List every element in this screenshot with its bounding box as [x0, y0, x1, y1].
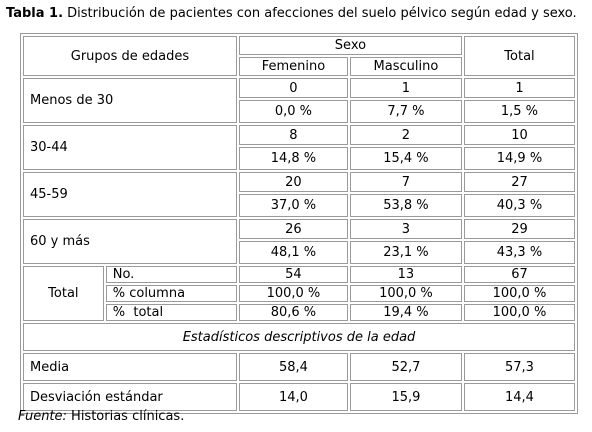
- total-percent: 14,9 %: [464, 147, 575, 170]
- stat-label: Media: [23, 353, 237, 381]
- total-row: [23, 304, 575, 321]
- total-count: 1: [464, 78, 575, 98]
- total-row: [23, 285, 575, 302]
- source-label: Fuente:: [18, 409, 67, 424]
- male-percent: 23,1 %: [350, 241, 462, 264]
- male-count: 7: [350, 172, 462, 192]
- male-value: 19,4 %: [350, 304, 462, 321]
- source-note: [18, 408, 184, 426]
- total-row: [23, 266, 575, 283]
- male-percent: 7,7 %: [350, 100, 462, 123]
- total-percent: 1,5 %: [464, 100, 575, 123]
- male-header: Masculino: [350, 57, 462, 76]
- male-count: 3: [350, 219, 462, 239]
- female-percent: 0,0 %: [239, 100, 348, 123]
- header-row: [23, 36, 575, 55]
- female-value: 54: [239, 266, 348, 283]
- table-row: [23, 353, 575, 381]
- age-group-label: 45-59: [23, 172, 237, 217]
- total-value: 100,0 %: [464, 285, 575, 302]
- female-count: 20: [239, 172, 348, 192]
- male-percent: 53,8 %: [350, 194, 462, 217]
- table-row: [23, 383, 575, 411]
- age-group-label: 60 y más: [23, 219, 237, 264]
- male-count: 2: [350, 125, 462, 145]
- female-percent: 48,1 %: [239, 241, 348, 264]
- male-value: 100,0 %: [350, 285, 462, 302]
- total-value: 67: [464, 266, 575, 283]
- female-value: 80,6 %: [239, 304, 348, 321]
- total-count: 29: [464, 219, 575, 239]
- female-count: 8: [239, 125, 348, 145]
- male-stat: 15,9: [350, 383, 462, 411]
- caption-label: Tabla 1.: [6, 6, 64, 21]
- female-count: 0: [239, 78, 348, 98]
- descriptive-header-row: [23, 323, 575, 351]
- total-stat: 57,3: [464, 353, 575, 381]
- total-sublabel: % columna: [106, 285, 237, 302]
- caption-text: Distribución de pacientes con afecciones del suelo pélvico según edad y sexo.: [67, 6, 577, 21]
- female-count: 26: [239, 219, 348, 239]
- table-row: [23, 125, 575, 145]
- female-stat: 14,0: [239, 383, 348, 411]
- table-row: [23, 219, 575, 239]
- male-value: 13: [350, 266, 462, 283]
- table-row: [23, 78, 575, 98]
- female-percent: 37,0 %: [239, 194, 348, 217]
- female-stat: 58,4: [239, 353, 348, 381]
- female-header: Femenino: [239, 57, 348, 76]
- male-percent: 15,4 %: [350, 147, 462, 170]
- female-value: 100,0 %: [239, 285, 348, 302]
- total-count: 27: [464, 172, 575, 192]
- male-stat: 52,7: [350, 353, 462, 381]
- total-count: 10: [464, 125, 575, 145]
- age-group-label: Menos de 30: [23, 78, 237, 123]
- male-count: 1: [350, 78, 462, 98]
- source-text: Historias clínicas.: [71, 409, 185, 424]
- total-stat: 14,4: [464, 383, 575, 411]
- age-groups-header: Grupos de edades: [23, 36, 237, 76]
- sex-header: Sexo: [239, 36, 462, 55]
- total-label: Total: [23, 266, 104, 321]
- descriptive-title: Estadísticos descriptivos de la edad: [23, 323, 575, 351]
- total-sublabel: % total: [106, 304, 237, 321]
- table-row: [23, 172, 575, 192]
- stat-label: Desviación estándar: [23, 383, 237, 411]
- distribution-table: [20, 33, 578, 414]
- female-percent: 14,8 %: [239, 147, 348, 170]
- total-value: 100,0 %: [464, 304, 575, 321]
- age-group-label: 30-44: [23, 125, 237, 170]
- table-caption: [6, 5, 577, 23]
- total-header: Total: [464, 36, 575, 76]
- total-percent: 40,3 %: [464, 194, 575, 217]
- total-sublabel: No.: [106, 266, 237, 283]
- total-percent: 43,3 %: [464, 241, 575, 264]
